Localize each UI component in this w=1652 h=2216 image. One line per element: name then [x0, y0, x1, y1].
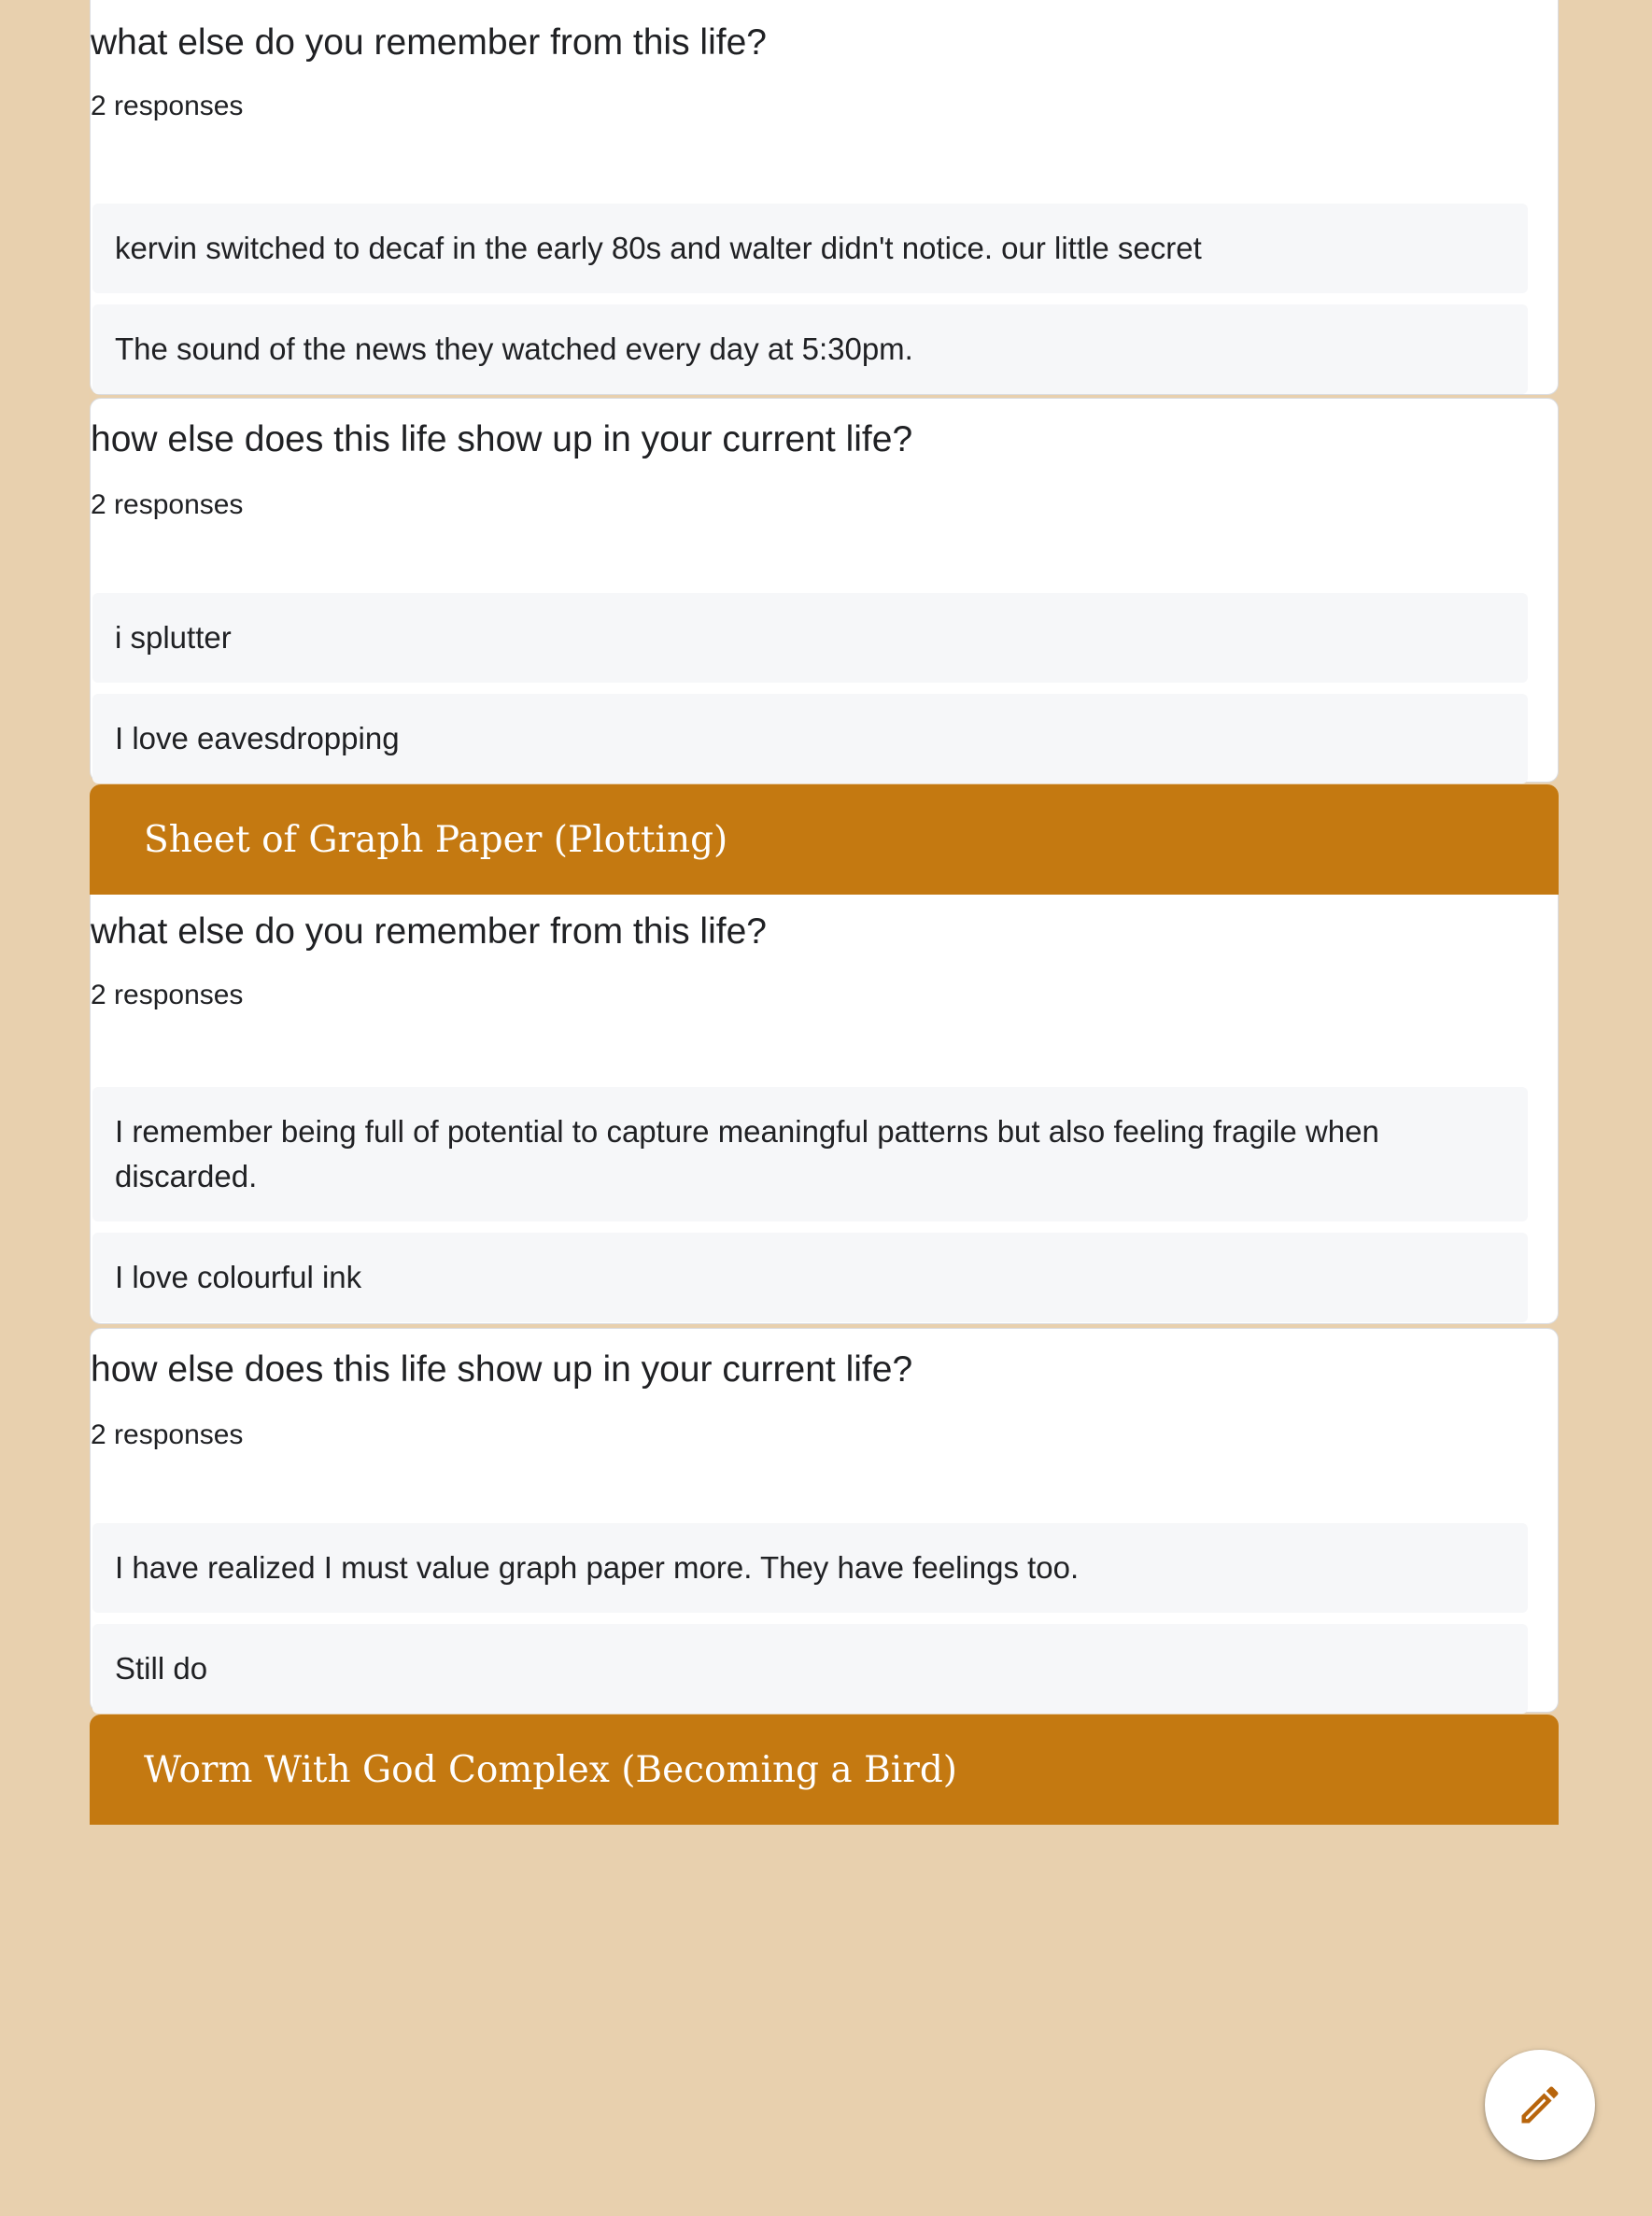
response-count: 2 responses [91, 1419, 244, 1450]
response-item: I love eavesdropping [92, 694, 1528, 783]
question-card [90, 1328, 1559, 1713]
response-count: 2 responses [91, 489, 244, 520]
question-title: how else does this life show up in your current life? [91, 1349, 913, 1390]
edit-form-button[interactable] [1485, 2050, 1595, 2160]
section-header: Sheet of Graph Paper (Plotting) [90, 784, 1559, 895]
response-item: Still do [92, 1624, 1528, 1714]
response-item: I remember being full of potential to capture meaningful patterns but also feeling fragile when discarded. [92, 1087, 1528, 1221]
response-item: I have realized I must value graph paper more. They have feelings too. [92, 1523, 1528, 1613]
response-item: i splutter [92, 593, 1528, 683]
question-title: what else do you remember from this life? [91, 22, 767, 63]
response-count: 2 responses [91, 980, 244, 1010]
section-header: Worm With God Complex (Becoming a Bird) [90, 1715, 1559, 1825]
question-title: what else do you remember from this life? [91, 911, 767, 952]
response-item: The sound of the news they watched every day at 5:30pm. [92, 304, 1528, 394]
response-item: I love colourful ink [92, 1233, 1528, 1322]
form-summary-column [90, 0, 1559, 1830]
response-item: kervin switched to decaf in the early 80s and walter didn't notice. our little secret [92, 204, 1528, 293]
question-card [90, 398, 1559, 783]
response-count: 2 responses [91, 91, 244, 121]
pencil-icon [1516, 2081, 1564, 2129]
question-card [90, 0, 1559, 395]
question-card [90, 895, 1559, 1324]
question-title: how else does this life show up in your current life? [91, 419, 913, 459]
